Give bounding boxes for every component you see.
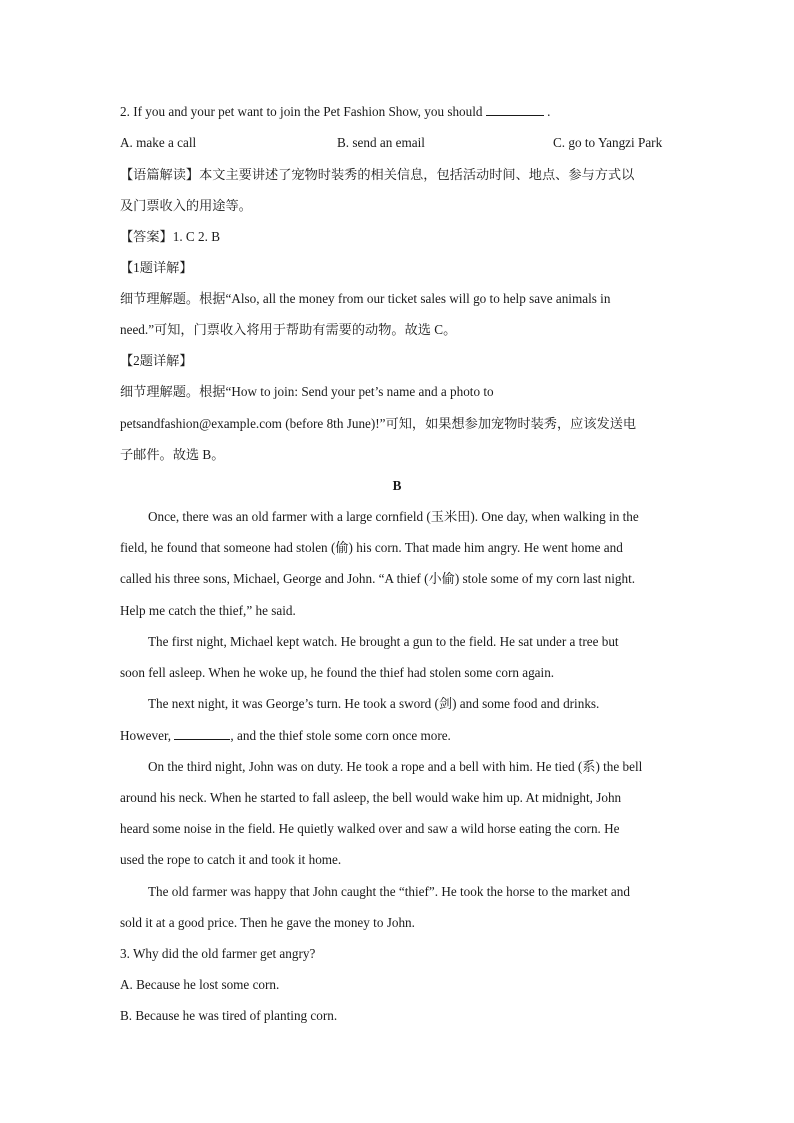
passage-p2-line-1: The first night, Michael kept watch. He brought a gun to the field. He sat under a tree but xyxy=(148,634,619,649)
question-3-stem: 3. Why did the old farmer get angry? xyxy=(120,946,316,961)
answer-blank xyxy=(486,103,544,116)
passage-p1-line-1: Once, there was an old farmer with a large cornfield (玉米田). One day, when walking in the xyxy=(148,509,639,524)
passage-p4-line-3: heard some noise in the field. He quietly walked over and saw a wild horse eating the corn. He xyxy=(120,821,620,836)
passage-p3-line-1: The next night, it was George’s turn. He took a sword (剑) and some food and drinks. xyxy=(148,696,600,711)
passage-p3-rest: , and the thief stole some corn once more. xyxy=(230,728,451,743)
answer-key: 【答案】1. C 2. B xyxy=(120,229,221,244)
question-2-text: 2. If you and your pet want to join the Pet Fashion Show, you should xyxy=(120,104,483,119)
detail-1-line-1: 细节理解题。根据“Also, all the money from our ticket sales will go to help save animals in xyxy=(120,291,611,306)
option-c: C. go to Yangzi Park xyxy=(553,135,663,150)
passage-p1-line-3: called his three sons, Michael, George and John. “A thief (小偷) stole some of my corn last night. xyxy=(120,571,636,586)
option-a: A. make a call xyxy=(120,135,197,150)
detail-2-line-3: 子邮件。故选 B。 xyxy=(120,447,225,462)
detail-1-title: 【1题详解】 xyxy=(120,260,193,275)
passage-p3-line-2 xyxy=(120,726,451,746)
passage-p4-line-4: used the rope to catch it and took it home. xyxy=(120,852,342,867)
question-2-stem xyxy=(120,102,550,122)
detail-2-title: 【2题详解】 xyxy=(120,353,193,368)
passage-p5-line-2: sold it at a good price. Then he gave the money to John. xyxy=(120,915,415,930)
passage-p1-line-2: field, he found that someone had stolen (偷) his corn. That made him angry. He went home and xyxy=(120,540,623,555)
section-heading: B xyxy=(392,478,402,493)
question-3-option-b: B. Because he was tired of planting corn. xyxy=(120,1008,338,1023)
detail-2-line-1: 细节理解题。根据“How to join: Send your pet’s name and a photo to xyxy=(120,384,494,399)
question-3-option-a: A. Because he lost some corn. xyxy=(120,977,280,992)
passage-p2-line-2: soon fell asleep. When he woke up, he found the thief had stolen some corn again. xyxy=(120,665,555,680)
question-2-period: . xyxy=(547,104,551,119)
option-b: B. send an email xyxy=(337,135,425,150)
detail-2-line-2: petsandfashion@example.com (before 8th June)!”可知，如果想参加宠物时装秀，应该发送电 xyxy=(120,416,637,431)
passage-p4-line-1: On the third night, John was on duty. He took a rope and a bell with him. He tied (系) the bell xyxy=(148,759,643,774)
passage-p3-however: However, xyxy=(120,728,172,743)
passage-p5-line-1: The old farmer was happy that John caught the “thief”. He took the horse to the market and xyxy=(148,884,630,899)
passage-summary-line-1: 【语篇解读】本文主要讲述了宠物时装秀的相关信息，包括活动时间、地点、参与方式以 xyxy=(120,167,635,182)
detail-1-line-2: need.”可知，门票收入将用于帮助有需要的动物。故选 C。 xyxy=(120,322,457,337)
passage-blank xyxy=(174,727,230,740)
passage-p1-line-4: Help me catch the thief,” he said. xyxy=(120,603,296,618)
passage-summary-line-2: 及门票收入的用途等。 xyxy=(120,198,252,213)
passage-p4-line-2: around his neck. When he started to fall asleep, the bell would wake him up. At midnight, John xyxy=(120,790,622,805)
